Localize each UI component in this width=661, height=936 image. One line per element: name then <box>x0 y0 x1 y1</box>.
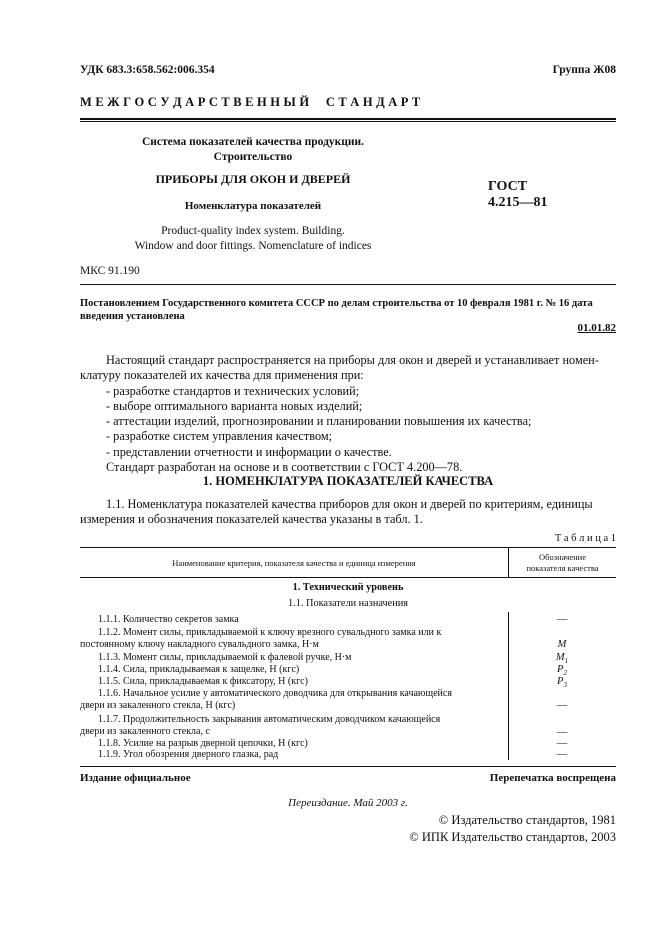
udk-code: УДК 683.3:658.562:006.354 <box>80 64 215 76</box>
row-symbol: — <box>556 614 568 625</box>
main-title: ПРИБОРЫ ДЛЯ ОКОН И ДВЕРЕЙ <box>155 172 351 186</box>
col1-header: Наименование критерия, показателя качества и единица измерения <box>172 558 416 568</box>
decree-text <box>80 297 593 323</box>
table-row <box>80 714 508 737</box>
group-code: Группа Ж08 <box>552 64 616 76</box>
symbol-subscript: 3 <box>563 681 567 690</box>
col2-header-line2: показателя качества <box>526 563 599 573</box>
row-text-cont: постоянному ключу накладного сувальдного замка, Н·м <box>80 638 319 650</box>
intro-line1: Настоящий стандарт распространяется на приборы для окон и дверей и устанавливает номен- <box>106 353 599 367</box>
interstate-standard-title: М Е Ж Г О С У Д А Р С Т В Е Н Н Ы Й С Т А Н Д А Р Т <box>80 95 421 109</box>
group-heading: 1. Технический уровень <box>292 582 404 593</box>
section-paragraph <box>80 497 616 528</box>
official-edition: Издание официальное <box>80 772 191 784</box>
gost-number: 4.215—81 <box>488 195 548 210</box>
intro-block <box>80 353 616 475</box>
intro-item: - аттестации изделий, прогнозировании и планировании повышения их качества; <box>106 414 532 429</box>
table-header-rule <box>80 577 616 578</box>
intro-item: - разработке стандартов и технических условий; <box>106 383 360 398</box>
section-heading: 1. НОМЕНКЛАТУРА ПОКАЗАТЕЛЕЙ КАЧЕСТВА <box>202 474 494 488</box>
row-text: 1.1.4. Сила, прикладываемая к защелке, Н (кгс) <box>98 664 300 675</box>
table-row <box>80 614 508 626</box>
row-text: 1.1.8. Усилие на разрыв дверной цепочки, Н (кгс) <box>98 738 308 749</box>
gost-label: ГОСТ <box>488 179 528 194</box>
symbol-subscript: 1 <box>564 657 569 666</box>
reissue-note: Переиздание. Май 2003 г. <box>288 797 408 809</box>
table-row <box>80 738 508 750</box>
copyright-line1: © Издательство стандартов, 1981 <box>438 813 616 827</box>
intro-item: - представлении отчетности и информации о качестве. <box>106 444 392 459</box>
row-text: 1.1.7. Продолжительность закрывания автоматическим доводчиком качающейся <box>98 714 441 725</box>
english-title-line2: Window and door fittings. Nomenclature of indices <box>134 240 372 252</box>
row-symbol: — <box>556 738 568 749</box>
row-symbol: — <box>556 727 568 738</box>
table-row <box>80 627 508 650</box>
copyright-block <box>409 812 616 846</box>
intro-item: - выборе оптимального варианта новых изделий; <box>106 398 363 413</box>
row-symbol <box>508 676 616 691</box>
table-row <box>80 676 508 688</box>
row-text: 1.1.1. Количество секретов замка <box>98 614 239 625</box>
subgroup-heading: 1.1. Показатели назначения <box>287 598 408 609</box>
intro-item: - разработке систем управления качеством; <box>106 429 333 444</box>
introduction-date: 01.01.82 <box>577 322 616 334</box>
title-rule <box>80 284 616 285</box>
symbol-letter: M <box>555 652 565 663</box>
section-paragraph-line1: 1.1. Номенклатура показателей качества приборов для окон и дверей по критериям, единицы <box>106 497 593 511</box>
system-title-line2: Строительство <box>213 151 293 163</box>
col2-header-line1: Обозначение <box>539 552 586 562</box>
row-symbol: M <box>557 639 567 650</box>
english-title-line1: Product-quality index system. Building. <box>161 225 345 237</box>
table-top-rule <box>80 547 616 548</box>
system-title-line1: Система показателей качества продукции. <box>141 136 365 148</box>
header-rule-thin <box>80 121 616 122</box>
table-row <box>80 749 508 761</box>
table-row <box>80 652 508 664</box>
intro-line2: клатуру показателей их качества для применения при: <box>80 368 364 383</box>
row-symbol: — <box>556 749 568 760</box>
symbol-letter: P <box>557 664 564 675</box>
section-paragraph-line2: измерения и обозначения показателей качества указаны в табл. 1. <box>80 512 423 527</box>
decree-line1: Постановлением Государственного комитета СССР по делам строительства от 10 февраля 1981 г. № 16 дата <box>80 298 593 309</box>
row-text: 1.1.5. Сила, прикладываемая к фиксатору, Н (кгс) <box>98 676 308 687</box>
copyright-line2: © ИПК Издательство стандартов, 2003 <box>409 830 616 844</box>
row-text: 1.1.3. Момент силы, прикладываемой к фалевой ручке, Н·м <box>98 652 352 663</box>
table-row <box>80 664 508 676</box>
row-text-cont: двери из закаленного стекла, с <box>80 725 210 737</box>
reprint-notice: Перепечатка воспрещена <box>489 772 616 784</box>
subtitle: Номенклатура показателей <box>184 200 322 212</box>
row-text: 1.1.2. Момент силы, прикладываемой к ключу врезного сувальдного замка или к <box>98 627 442 638</box>
row-symbol: — <box>556 700 568 711</box>
table-row <box>80 688 508 711</box>
header-rule-thick <box>80 118 616 120</box>
symbol-letter: P <box>557 676 564 687</box>
intro-basis: Стандарт разработан на основе и в соответствии с ГОСТ 4.200—78. <box>106 460 463 475</box>
row-text: 1.1.6. Начальное усилие у автоматического доводчика для открывания качающейся <box>98 688 452 699</box>
english-title <box>80 224 426 254</box>
col2-header <box>509 552 616 574</box>
decree-line2: введения установлена <box>80 311 185 322</box>
table-label: Т а б л и ц а 1 <box>554 533 616 544</box>
system-title <box>80 135 426 165</box>
row-text: 1.1.9. Угол обозрения дверного глазка, рад <box>98 749 279 760</box>
symbol-subscript: 2 <box>563 669 567 678</box>
row-text-cont: двери из закаленного стекла, Н (кгс) <box>80 699 236 711</box>
mks-code: МКС 91.190 <box>80 265 140 277</box>
footer-rule <box>80 766 616 767</box>
